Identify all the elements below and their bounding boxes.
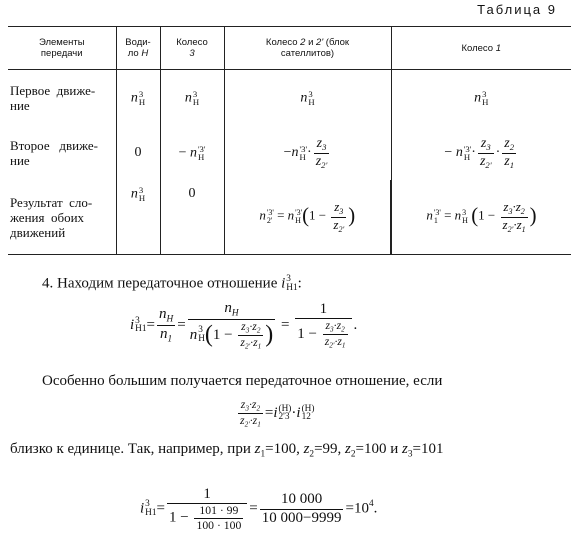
table-cell: n 3 H <box>116 180 160 255</box>
kinematics-table <box>8 26 571 255</box>
numeric-result-formula: i 3 H1 = 1 1 − $\frac{101 \cdot 99}{100 \cdot 100}$ = $\frac{10 000}{10 000-9999}$ $=10^4$. <box>140 486 378 532</box>
table-row <box>8 180 571 255</box>
table-cell: n 3 H <box>224 70 391 127</box>
result-numerator: 10 000 <box>260 491 344 509</box>
table-row <box>8 70 571 127</box>
step-text: Находим передаточное отношение <box>57 275 278 292</box>
result-value: 10 <box>353 500 369 517</box>
table-cell: 0 <box>116 126 160 180</box>
table-header-row <box>8 27 571 70</box>
table-caption: Таблица 9 <box>477 2 557 17</box>
sentence-2: близко к единице. Так, например, при $z_1=100$, $z_2=99$, $z_2=100$ и $z_3=101$ <box>10 441 444 460</box>
sentence-2-text: близко к единице. Так, например, при <box>10 441 251 457</box>
result-exponent: 4 <box>368 499 374 510</box>
step-paragraph: 4. Находим передаточное отношение i 3 H1 : <box>42 274 302 293</box>
table-cell: n '3' 2' = n '3' H (1 − $\frac{z_3}{z_{2'}}$ ) <box>224 180 391 255</box>
table-cell: − n '3' H · $\frac{z_3}{z_{2'}}$ · $\frac{z_2}{z_1}$ <box>391 126 571 180</box>
sentence-1: Особенно большим получается передаточное отношение, если <box>42 373 443 389</box>
table-cell: n 3 H <box>391 70 571 127</box>
header-elements: Элементы передачи <box>8 27 116 70</box>
value-z1: 100 <box>273 441 297 457</box>
value-z2p: 100 <box>364 441 387 457</box>
table-cell: n 3 H <box>160 70 224 127</box>
table-cell: n 3 H <box>116 70 160 127</box>
table-cell: −n '3' H · $\frac{z_3}{z_{2'}}$ <box>224 126 391 180</box>
value-z2: 99 <box>322 441 338 457</box>
row-label: Второе движе- ние <box>10 138 98 168</box>
value-z3: 101 <box>421 441 444 457</box>
step-number: 4. <box>42 275 54 292</box>
table-cell: n '3' 1 = n 3 H (1 − $\frac{z_3\cdot z_2}{z_{2'}\cdot z_1}$ ) <box>391 180 571 255</box>
header-wheel-3: Колесо 3 <box>160 27 224 70</box>
table-cell: − n '3' H <box>160 126 224 180</box>
result-denominator: 10 000−9999 <box>261 509 342 526</box>
table-cell: 0 <box>160 180 224 255</box>
header-carrier: Води- ло H <box>116 27 160 70</box>
row-label: Первое движе- ние <box>10 83 96 113</box>
condition-formula: $\frac{z_3\cdot z_2}{z_{2'}\cdot z_1}$ =i (H) 2'3 ·i (H) 12 <box>240 398 315 429</box>
table-row <box>8 126 571 180</box>
row-label: Результат сло- жения обоих движений <box>8 180 116 255</box>
gear-ratio-formula: i 3 H1 = $\frac{n_H}{n_1}$ = $n_H$ n 3 H (1 − $\frac{z_3\cdot z_2}{z_{2'}\cdot z_1}$ ) = 1 1 − $\frac{z_3\cdot z_2}{z_{2'}\cdot z_1}$ . <box>130 300 358 351</box>
header-wheel-2: Колесо 2 и 2' (блок сателлитов) <box>224 27 391 70</box>
header-wheel-1: Колесо 1 <box>391 27 571 70</box>
